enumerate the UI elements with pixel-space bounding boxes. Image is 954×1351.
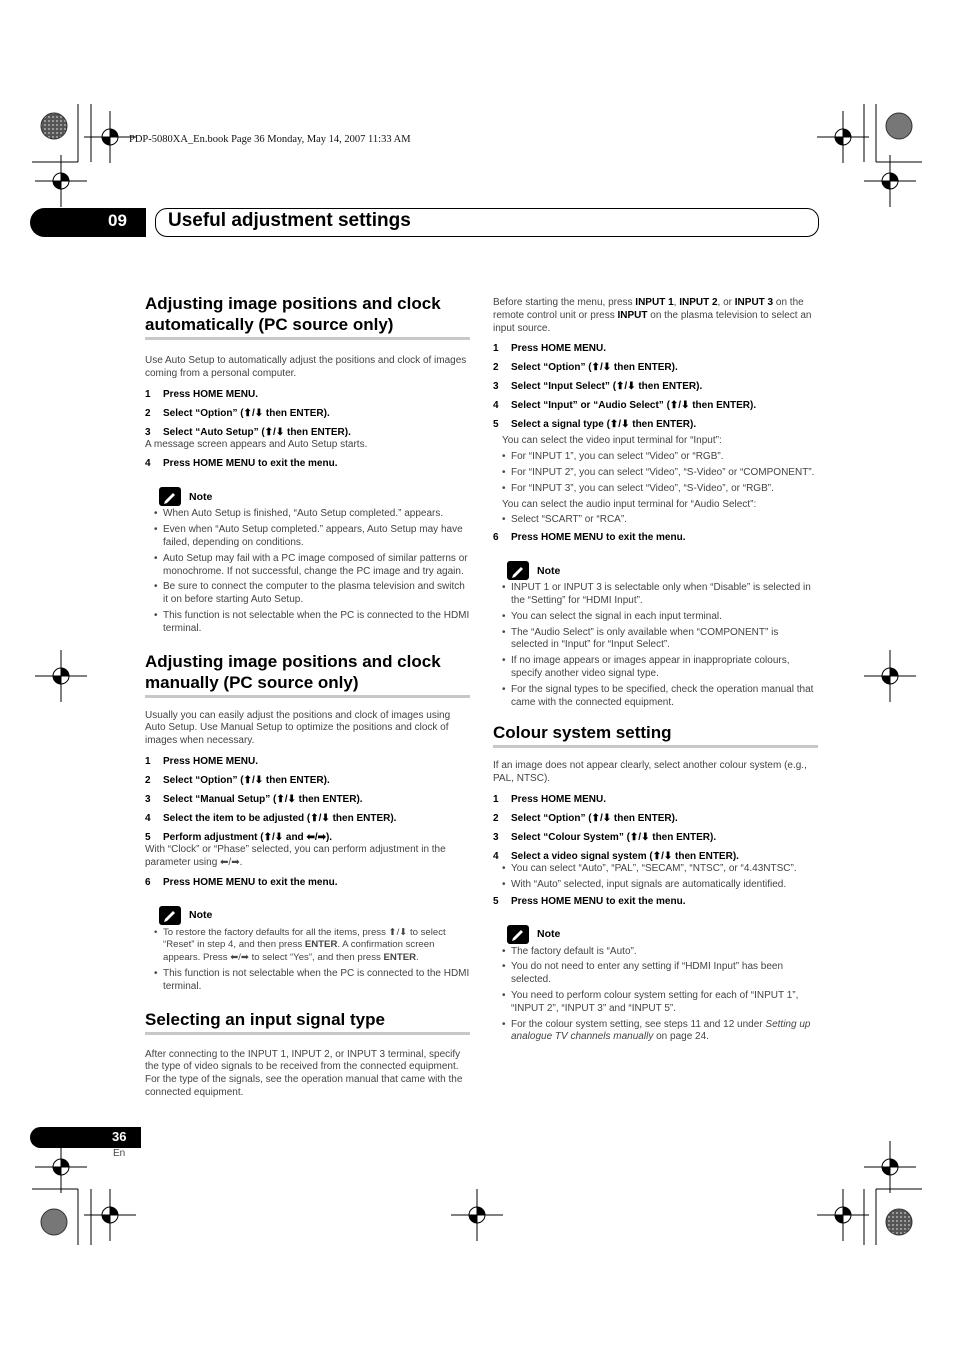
note-item: • Even when “Auto Setup completed.” appears, Auto Setup may have failed, depending on conditions. — [145, 524, 470, 550]
colour-step: 4 Select a video signal system (⬆/⬇ then ENTER). — [493, 850, 739, 862]
note-heading: Note — [507, 561, 818, 580]
auto-step: 3 Select “Auto Setup” (⬆/⬇ then ENTER). — [145, 426, 351, 438]
pencil-icon — [159, 906, 181, 925]
input-step: 3 Select “Input Select” (⬆/⬇ then ENTER). — [493, 381, 703, 393]
manual-step: 2 Select “Option” (⬆/⬇ then ENTER). — [145, 774, 330, 786]
manual-notes — [145, 927, 470, 994]
colour-intro: If an image does not appear clearly, select another colour system (e.g., PAL, NTSC). — [493, 760, 807, 785]
note-item: • The “Audio Select” is only available when “COMPONENT” is selected in “Input” for “Input Select”. — [493, 627, 818, 653]
chapter-title: Useful adjustment settings — [168, 210, 411, 231]
manual-steps — [145, 755, 470, 889]
note-item: • This function is not selectable when the PC is connected to the HDMI terminal. — [145, 968, 470, 994]
note-item: • For the signal types to be specified, check the operation manual that came with the connected equipment. — [493, 684, 818, 710]
manual-step5-detail: With “Clock” or “Phase” selected, you can perform adjustment in the parameter using ⬅/➡. — [145, 843, 446, 868]
manual-step: 3 Select “Manual Setup” (⬆/⬇ then ENTER). — [145, 793, 363, 805]
colour-steps — [493, 793, 818, 908]
auto-notes — [145, 508, 470, 635]
colour-notes — [493, 946, 818, 1045]
video-terminal-options — [493, 451, 818, 495]
note-item: • Be sure to connect the computer to the plasma television and switch it on before starting Auto Setup. — [145, 581, 470, 607]
note-item: • You need to perform colour system setting for each of “INPUT 1”, “INPUT 2”, “INPUT 3” and “INPUT 5”. — [493, 990, 818, 1016]
pencil-icon — [159, 487, 181, 506]
option-item: • You can select “Auto”, “PAL”, “SECAM”, “NTSC”, or “4.43NTSC”. — [493, 863, 818, 876]
note-item: • When Auto Setup is finished, “Auto Setup completed.” appears. — [145, 508, 470, 521]
section-title-auto: Adjusting image positions and clock automatically (PC source only) — [145, 293, 470, 340]
manual-step: 1 Press HOME MENU. — [145, 755, 259, 767]
auto-step: 2 Select “Option” (⬆/⬇ then ENTER). — [145, 407, 330, 419]
input-intro: After connecting to the INPUT 1, INPUT 2, or INPUT 3 terminal, specify the type of video signals to be received from the connected equipment. For the type of the signals, see the operation manual that came with the connected equipment. — [145, 1048, 463, 1098]
input-steps — [493, 342, 818, 544]
option-item: • For “INPUT 1”, you can select “Video” or “RGB”. — [493, 451, 818, 464]
colour-step: 2 Select “Option” (⬆/⬇ then ENTER). — [493, 812, 678, 824]
section-title-manual: Adjusting image positions and clock manually (PC source only) — [145, 651, 470, 698]
note-item: • Auto Setup may fail with a PC image composed of similar patterns or monochrome. If not successful, change the PC image and try again. — [145, 553, 470, 579]
manual-note-block — [145, 906, 470, 994]
note-item: • For the colour system setting, see steps 11 and 12 under Setting up analogue TV channels manually on page 24. — [493, 1019, 818, 1045]
input-notes — [493, 582, 818, 709]
auto-step: 1 Press HOME MENU. — [145, 388, 259, 400]
input-step: 2 Select “Option” (⬆/⬇ then ENTER). — [493, 362, 678, 374]
option-item: • With “Auto” selected, input signals are automatically identified. — [493, 879, 818, 892]
input-step: 4 Select “Input” or “Audio Select” (⬆/⬇ then ENTER). — [493, 400, 757, 412]
auto-step: 4 Press HOME MENU to exit the menu. — [145, 458, 338, 470]
note-heading: Note — [159, 906, 470, 925]
input-step: 5 Select a signal type (⬆/⬇ then ENTER). — [493, 419, 697, 431]
page-number: 36 — [112, 1129, 127, 1144]
left-column — [145, 293, 470, 1100]
colour-system-options — [493, 863, 818, 892]
right-column — [493, 297, 818, 1047]
chapter-number-tab — [30, 208, 146, 237]
audio-terminal-label: You can select the audio input terminal for “Audio Select”: — [502, 498, 757, 510]
note-item: • You can select the signal in each input terminal. — [493, 611, 818, 624]
note-item: • To restore the factory defaults for all the items, press ⬆/⬇ to select “Reset” in step 4, and then press ENTER. A confirmation screen appears. Press ⬅/➡ to select “Yes”, and then press ENTER. — [145, 927, 470, 965]
manual-intro: Usually you can easily adjust the positions and clock of images using Auto Setup. Use Manual Setup to optimize the positions and clock of images when necessary. — [145, 709, 451, 747]
pencil-icon — [507, 925, 529, 944]
input-step: 6 Press HOME MENU to exit the menu. — [493, 532, 686, 544]
chapter-number: 09 — [108, 211, 127, 230]
option-item: • Select “SCART” or “RCA”. — [493, 514, 818, 527]
manual-step: 4 Select the item to be adjusted (⬆/⬇ then ENTER). — [145, 812, 397, 824]
note-item: • The factory default is “Auto”. — [493, 946, 818, 959]
note-heading: Note — [159, 487, 470, 506]
note-item: • This function is not selectable when the PC is connected to the HDMI terminal. — [145, 610, 470, 636]
note-heading: Note — [507, 925, 818, 944]
input-select-intro: Before starting the menu, press INPUT 1, INPUT 2, or INPUT 3 on the remote control unit or press INPUT on the plasma television to select an input source. — [493, 297, 812, 334]
pencil-icon — [507, 561, 529, 580]
input-step: 1 Press HOME MENU. — [493, 343, 607, 355]
video-terminal-label: You can select the video input terminal for “Input”: — [502, 435, 722, 447]
audio-terminal-options — [493, 514, 818, 527]
section-title-colour: Colour system setting — [493, 722, 818, 748]
note-item: • If no image appears or images appear in inappropriate colours, specify another video signal type. — [493, 655, 818, 681]
section-title-input: Selecting an input signal type — [145, 1009, 470, 1035]
auto-step3-detail: A message screen appears and Auto Setup starts. — [145, 438, 368, 450]
colour-step: 1 Press HOME MENU. — [493, 793, 607, 805]
auto-intro: Use Auto Setup to automatically adjust the positions and clock of images coming from a personal computer. — [145, 355, 467, 379]
note-item: • INPUT 1 or INPUT 3 is selectable only when “Disable” is selected in the “Setting” for “HDMI Input”. — [493, 582, 818, 608]
file-info: PDP-5080XA_En.book Page 36 Monday, May 14, 2007 11:33 AM — [129, 134, 411, 145]
option-item: • For “INPUT 2”, you can select “Video”, “S-Video” or “COMPONENT”. — [493, 467, 818, 480]
auto-note-block — [145, 487, 470, 635]
note-item: • You do not need to enter any setting if “HDMI Input” has been selected. — [493, 961, 818, 987]
colour-note-block — [493, 925, 818, 1045]
page-language: En — [113, 1148, 126, 1159]
colour-step: 5 Press HOME MENU to exit the menu. — [493, 895, 686, 907]
manual-step: 5 Perform adjustment (⬆/⬇ and ⬅/➡). — [145, 831, 333, 843]
manual-step: 6 Press HOME MENU to exit the menu. — [145, 876, 338, 888]
input-note-block — [493, 561, 818, 709]
colour-step: 3 Select “Colour System” (⬆/⬇ then ENTER). — [493, 831, 717, 843]
option-item: • For “INPUT 3”, you can select “Video”, “S-Video”, or “RGB”. — [493, 483, 818, 496]
auto-steps — [145, 388, 470, 471]
